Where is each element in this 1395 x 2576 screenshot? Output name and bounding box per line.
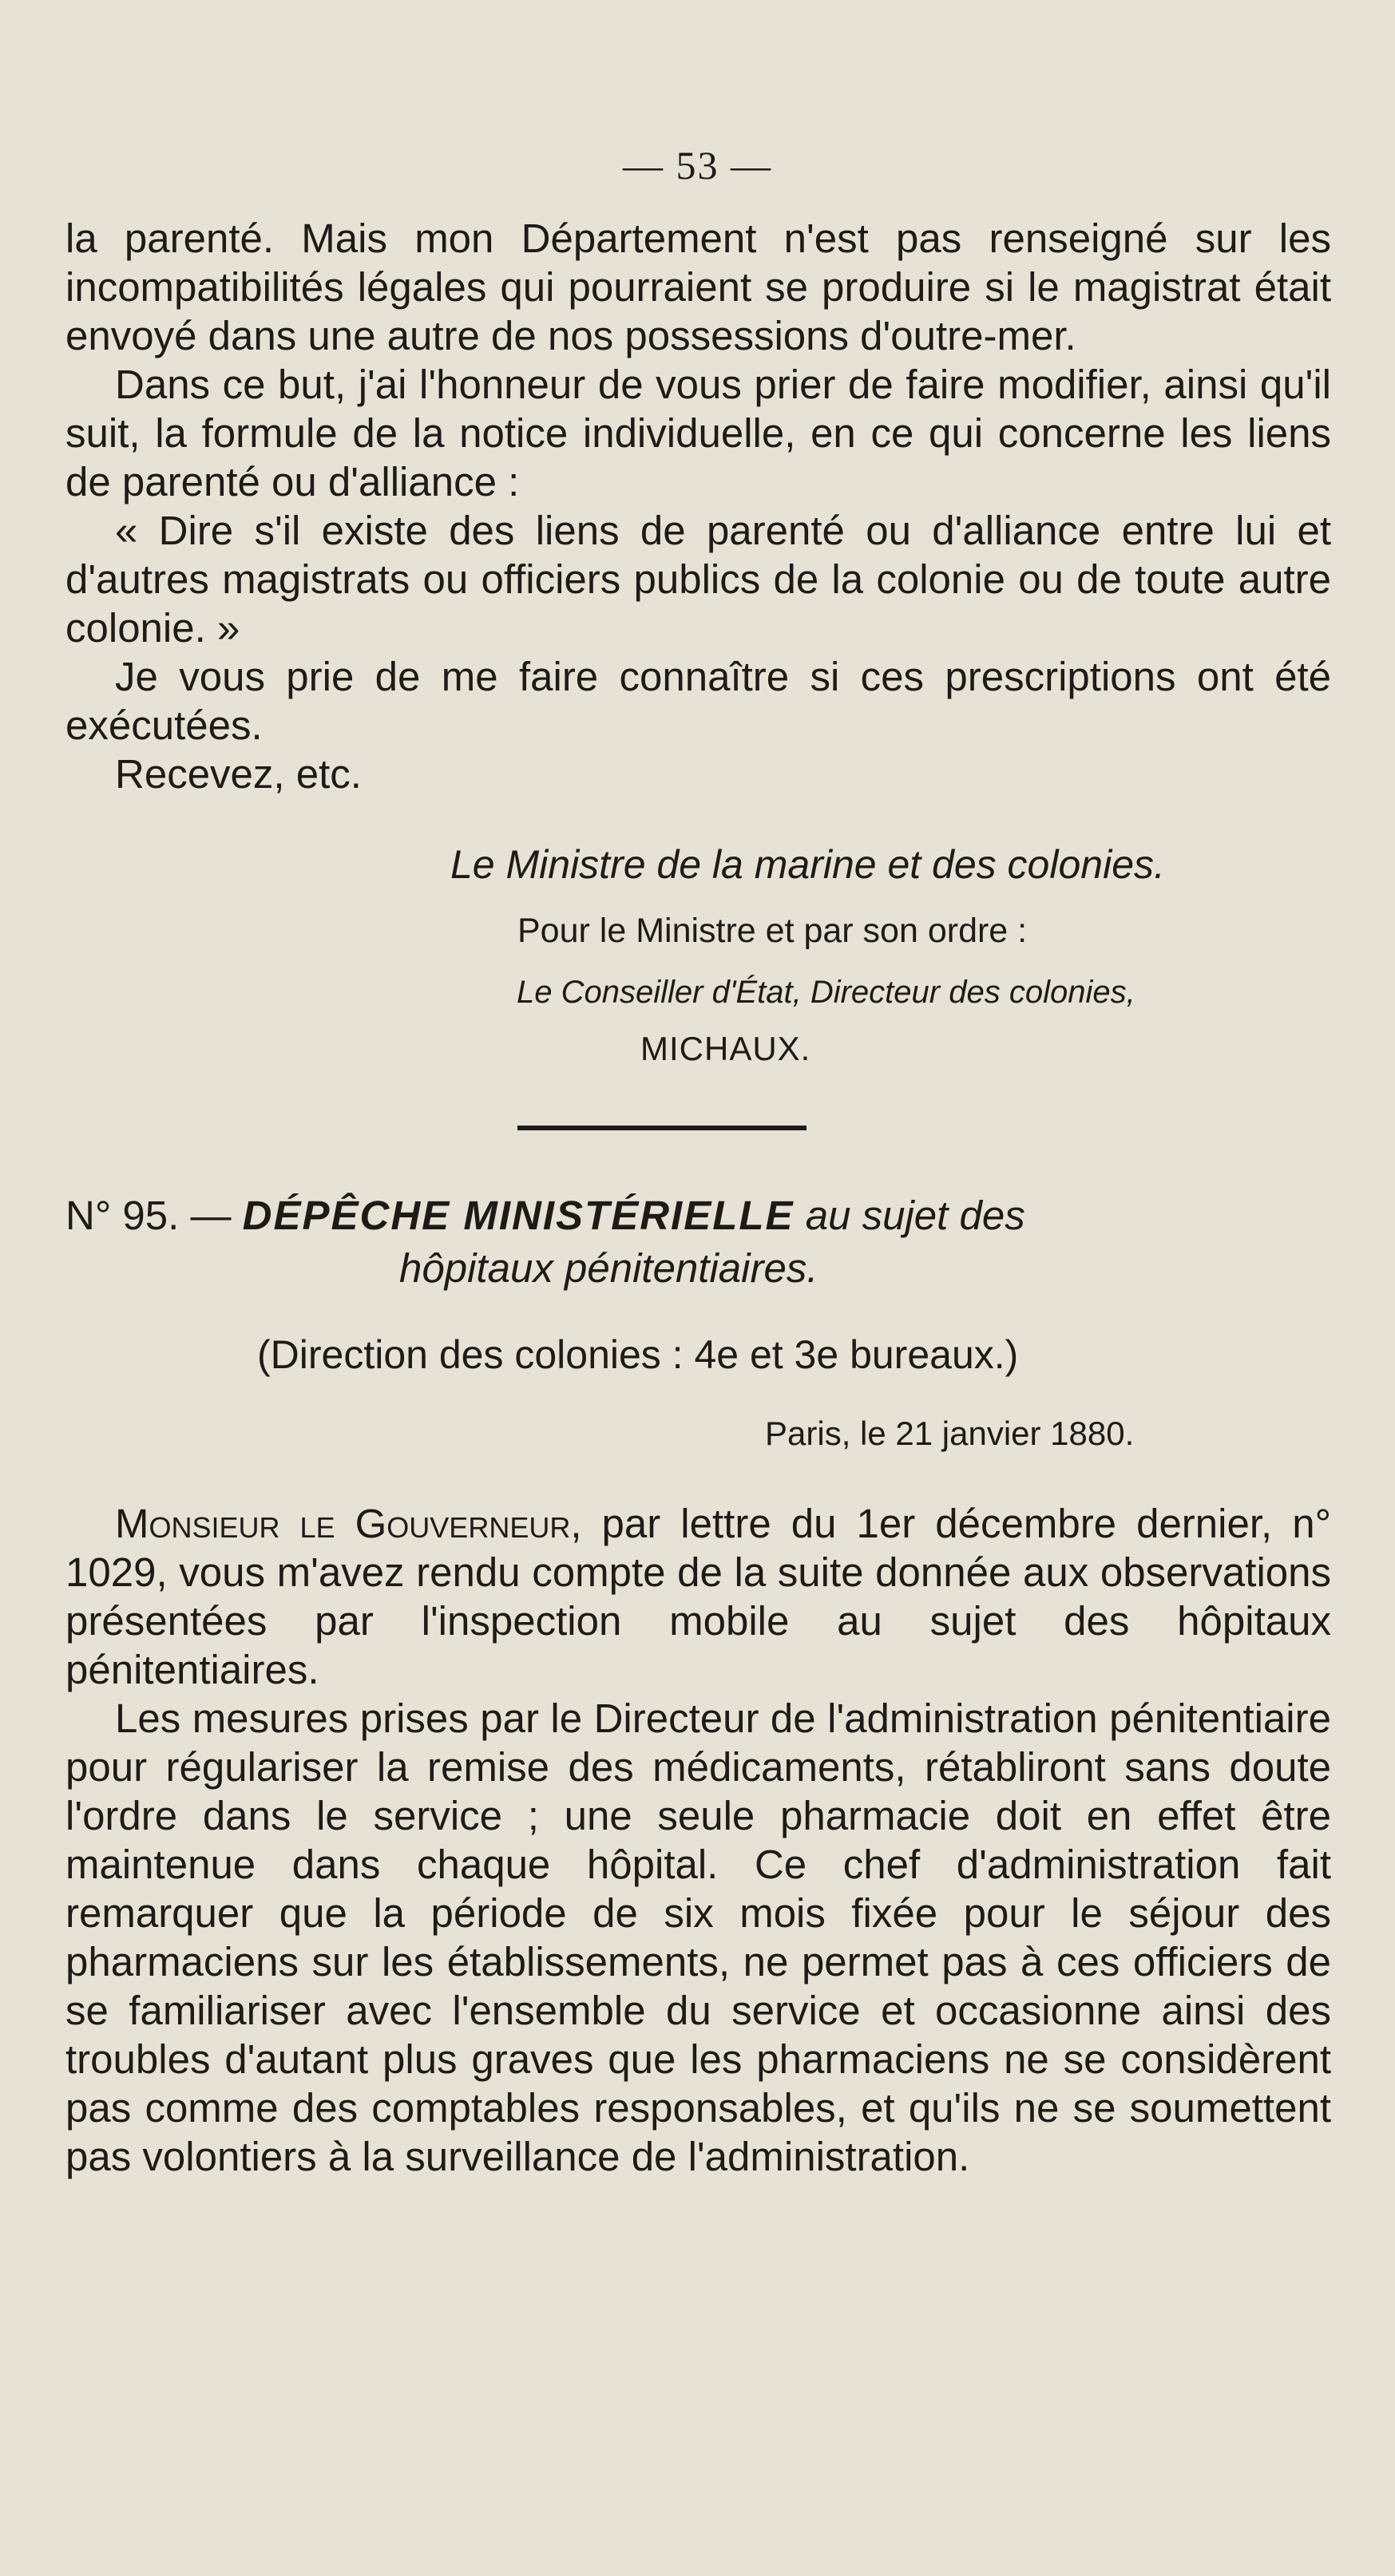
paragraph-formule: Dans ce but, j'ai l'honneur de vous prier de faire modifier, ainsi qu'il suit, la formule de la notice individuelle, en ce qui concerne les liens de parenté ou d'alliance : — [65, 362, 1331, 505]
paragraph-prescriptions: Je vous prie de me faire connaître si ces prescriptions ont été exécutées. — [65, 654, 1331, 748]
salutation: Monsieur le Gouverneur, — [115, 1501, 582, 1546]
paragraph-lettre-text: par lettre du 1er décembre dernier, n° 1029, vous m'avez rendu compte de la suite donnée aux observations présentées par l'inspection mobile au sujet des hôpitaux pénitentiaires. — [65, 1501, 1331, 1692]
date-line: Paris, le 21 janvier 1880. — [765, 1415, 1135, 1452]
signature-role: Le Conseiller d'État, Directeur des colonies, — [517, 975, 1135, 1010]
document-subject-line2: hôpitaux pénitentiaires. — [399, 1245, 818, 1291]
paragraph-recevez: Recevez, etc. — [115, 751, 362, 797]
signature-title: Le Ministre de la marine et des colonies. — [450, 842, 1165, 887]
signature-order: Pour le Ministre et par son ordre : — [517, 912, 1028, 950]
direction-line: (Direction des colonies : 4e et 3e bureaux.) — [257, 1332, 1019, 1377]
paragraph-lettre — [65, 1499, 1331, 1694]
paragraph-mesures: Les mesures prises par le Directeur de l'administration pénitentiaire pour régulariser la remise des médicaments, rétabliront sans doute l'ordre dans le service ; une seule pharmacie doit en effet être maintenue dans chaque hôpital. Ce chef d'administration fait remarquer que la période de six mois fixée pour le séjour des pharmaciens sur les établissements, ne permet pas à ces officiers de se familiariser avec l'ensemble du service et occasionne ainsi des troubles d'autant plus graves que les pharmaciens ne se considèrent pas comme des comptables responsables, et qu'ils ne se soumettent pas volontiers à la surveillance de l'administration. — [65, 1696, 1331, 2179]
paragraph-citation: « Dire s'il existe des liens de parenté ou d'alliance entre lui et d'autres magistrats ou officiers publics de la colonie ou de toute autre colonie. » — [65, 508, 1331, 651]
page-body — [65, 214, 1331, 2181]
signature-name: MICHAUX. — [640, 1030, 811, 1067]
document-heading — [65, 1189, 1331, 1295]
document-number: N° 95. — — [65, 1193, 232, 1238]
page-number: — 53 — — [623, 143, 772, 188]
document-title: DÉPÊCHE MINISTÉRIELLE — [242, 1193, 795, 1238]
section-divider — [517, 1126, 806, 1130]
document-subject-line1: au sujet des — [805, 1193, 1025, 1238]
paragraph-parente: la parenté. Mais mon Département n'est pas renseigné sur les incompatibilités légales qui pourraient se produire si le magistrat était envoyé dans une autre de nos possessions d'outre-mer. — [65, 216, 1331, 358]
